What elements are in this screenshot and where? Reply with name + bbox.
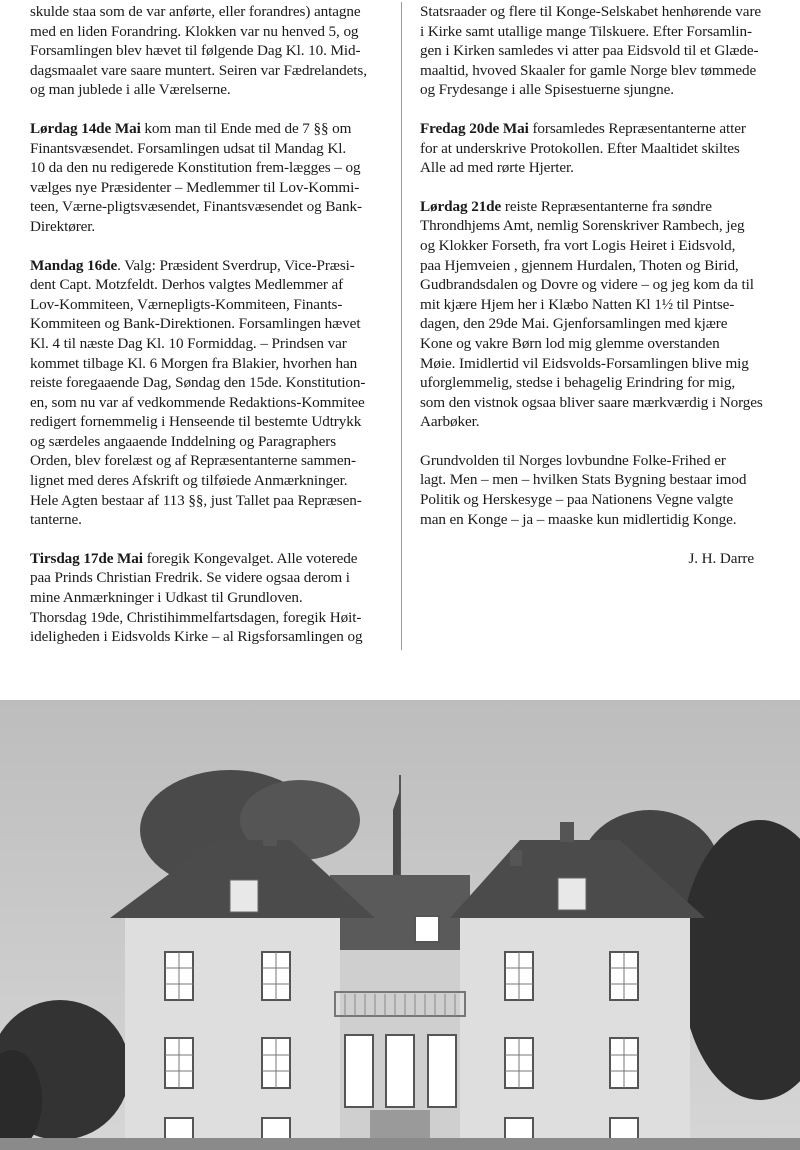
entrance-steps xyxy=(370,1110,430,1140)
text-line: kommet tilbage Kl. 6 Morgen fra Blakier, hvorhen han xyxy=(30,354,358,372)
paragraph-lordag-14de-mai xyxy=(30,119,392,237)
text-line: vælges nye Præsidenter – Medlemmer til Lov-Kommi- xyxy=(30,178,360,196)
text-line: Kone og vakre Børn lod mig glemme overstanden xyxy=(420,334,720,352)
text-line: paa Hjemveien , gjennem Hurdalen, Thoten og Birid, xyxy=(420,256,739,274)
paragraph-first-line: kom man til Ende med de 7 §§ om xyxy=(140,119,352,137)
date-heading: Fredag 20de Mai xyxy=(420,119,529,137)
right-column xyxy=(420,2,782,569)
text-line: Politik og Herskesyge – paa Nationens Vegne valgte xyxy=(420,491,734,509)
paragraph-continuation xyxy=(420,2,782,100)
paragraph-mandag-16de xyxy=(30,256,392,530)
text-line: lagt. Men – men – hvilken Stats Bygning bestaar imod xyxy=(420,471,747,489)
text-line: med en liden Forandring. Klokken var nu henved 5, og xyxy=(30,22,359,40)
paragraph-first-line: reiste Repræsentanterne fra søndre xyxy=(501,197,712,215)
ground xyxy=(0,1138,800,1150)
left-column xyxy=(30,2,392,647)
text-line: som den vistnok ogsaa bliver saare mærkværdig i Norges xyxy=(420,393,763,411)
text-line: Alle ad med rørte Hjerter. xyxy=(420,159,574,177)
signature: J. H. Darre xyxy=(688,550,754,568)
text-line: ideligheden i Eidsvolds Kirke – al Rigsforsamlingen og xyxy=(30,628,363,646)
text-line: tanterne. xyxy=(30,511,82,529)
text-line: Gudbrandsdalen og Dovre og videre – og jeg kom da til xyxy=(420,276,754,294)
text-line: Finantsvæsendet. Forsamlingen udsat til Mandag Kl. xyxy=(30,139,347,157)
text-line: Grundvolden til Norges lovbundne Folke-Frihed er xyxy=(420,451,726,469)
text-line: gen i Kirken samledes vi atter paa Eidsvold til et Glæde- xyxy=(420,42,759,60)
date-heading: Lørdag 14de Mai xyxy=(30,119,141,137)
date-heading: Mandag 16de xyxy=(30,256,118,274)
text-line: uforglemmelig, stedse i behagelig Erindring for mig, xyxy=(420,374,736,392)
text-line: og man jublede i alle Værelserne. xyxy=(30,81,231,99)
paragraph-continuation xyxy=(30,2,392,100)
paragraph-first-line: foregik Kongevalget. Alle voterede xyxy=(142,549,358,567)
right-wing xyxy=(460,918,690,1138)
text-line: Hele Agten bestaar af 113 §§, just Tallet paa Repræsen- xyxy=(30,491,362,509)
text-line: for at underskrive Protokollen. Efter Maaltidet skiltes xyxy=(420,139,740,157)
paragraph-first-line: . Valg: Præsident Sverdrup, Vice-Præsi- xyxy=(117,256,355,274)
paragraph-lordag-21de xyxy=(420,197,782,432)
date-heading: Lørdag 21de xyxy=(420,197,502,215)
text-line: teen, Værne-pligtsvæsendet, Finantsvæsendet og Bank- xyxy=(30,198,362,216)
text-line: Orden, blev forelæst og af Repræsentanterne sammen- xyxy=(30,452,356,470)
text-line: i Kirke samt utallige mange Tilskuere. Efter Forsamlin- xyxy=(420,22,752,40)
text-line: skulde staa som de var anførte, eller forandres) antagne xyxy=(30,3,361,20)
text-line: Kommiteen og Bank-Direktionen. Forsamlingen hævet xyxy=(30,315,361,333)
text-line: Aarbøker. xyxy=(420,413,480,431)
text-line: man en Konge – ja – maaske kun midlertidig Konge. xyxy=(420,510,737,528)
building-photo xyxy=(0,700,800,1150)
text-line: dagsmaalet vare saare muntert. Seiren var Fædrelandets, xyxy=(30,61,367,79)
text-line: paa Prinds Christian Fredrik. Se videre ogsaa derom i xyxy=(30,569,350,587)
text-line: lignet med deres Afskrift og tilføiede Anmærkninger. xyxy=(30,472,348,490)
text-line: Statsraader og flere til Konge-Selskabet henhørende vare xyxy=(420,3,762,20)
text-line: dent Capt. Motzfeldt. Derhos valgtes Medlemmer af xyxy=(30,276,344,294)
text-line: mit kjære Hjem her i Klæbo Natten Kl 1½ til Pintse- xyxy=(420,295,735,313)
text-line: Forsamlingen blev hævet til følgende Dag Kl. 10. Mid- xyxy=(30,42,361,60)
date-heading: Tirsdag 17de Mai xyxy=(30,549,143,567)
text-line: mine Anmærkninger i Udkast til Grundloven. xyxy=(30,589,303,607)
paragraph-first-line: forsamledes Repræsentanterne atter xyxy=(528,119,746,137)
paragraph-grundvolden xyxy=(420,451,782,529)
text-line: Direktører. xyxy=(30,217,96,235)
text-line: reiste foregaaende Dag, Søndag den 15de. Konstitution- xyxy=(30,374,366,392)
paragraph-fredag-20de-mai xyxy=(420,119,782,178)
text-line: Thorsdag 19de, Christihimmelfartsdagen, foregik Høit- xyxy=(30,608,362,626)
text-line: dagen, den 29de Mai. Gjenforsamlingen med kjære xyxy=(420,315,728,333)
text-line: redigert fornemmelig i Henseende til bestemte Udtrykk xyxy=(30,413,362,431)
text-line: 10 da den nu redigerede Konstitution frem-lægges – og xyxy=(30,159,361,177)
text-line: Kl. 4 til næste Dag Kl. 10 Formiddag. – Prindsen var xyxy=(30,334,347,352)
text-line: og særdeles angaaende Inddelning og Paragraphers xyxy=(30,432,337,450)
text-line: Throndhjems Amt, nemlig Sorenskriver Rambech, jeg xyxy=(420,217,745,235)
text-line: og Frydesange i alle Spisestuerne sjungne. xyxy=(420,81,674,99)
column-divider xyxy=(401,2,402,650)
text-line: Lov-Kommiteen, Værnepligts-Kommiteen, Finants- xyxy=(30,295,343,313)
text-line: Møie. Imidlertid vil Eidsvolds-Forsamlingen blive mig xyxy=(420,354,749,372)
text-line: en, som nu var af vedkommende Redaktions-Kommitee xyxy=(30,393,365,411)
text-line: og Klokker Forseth, fra vort Logis Heiret i Eidsvold, xyxy=(420,236,736,254)
paragraph-tirsdag-17de-mai xyxy=(30,549,392,647)
left-wing xyxy=(125,918,340,1138)
text-line: maaltid, hvoved Skaaler for gamle Norge blev tømmede xyxy=(420,61,757,79)
